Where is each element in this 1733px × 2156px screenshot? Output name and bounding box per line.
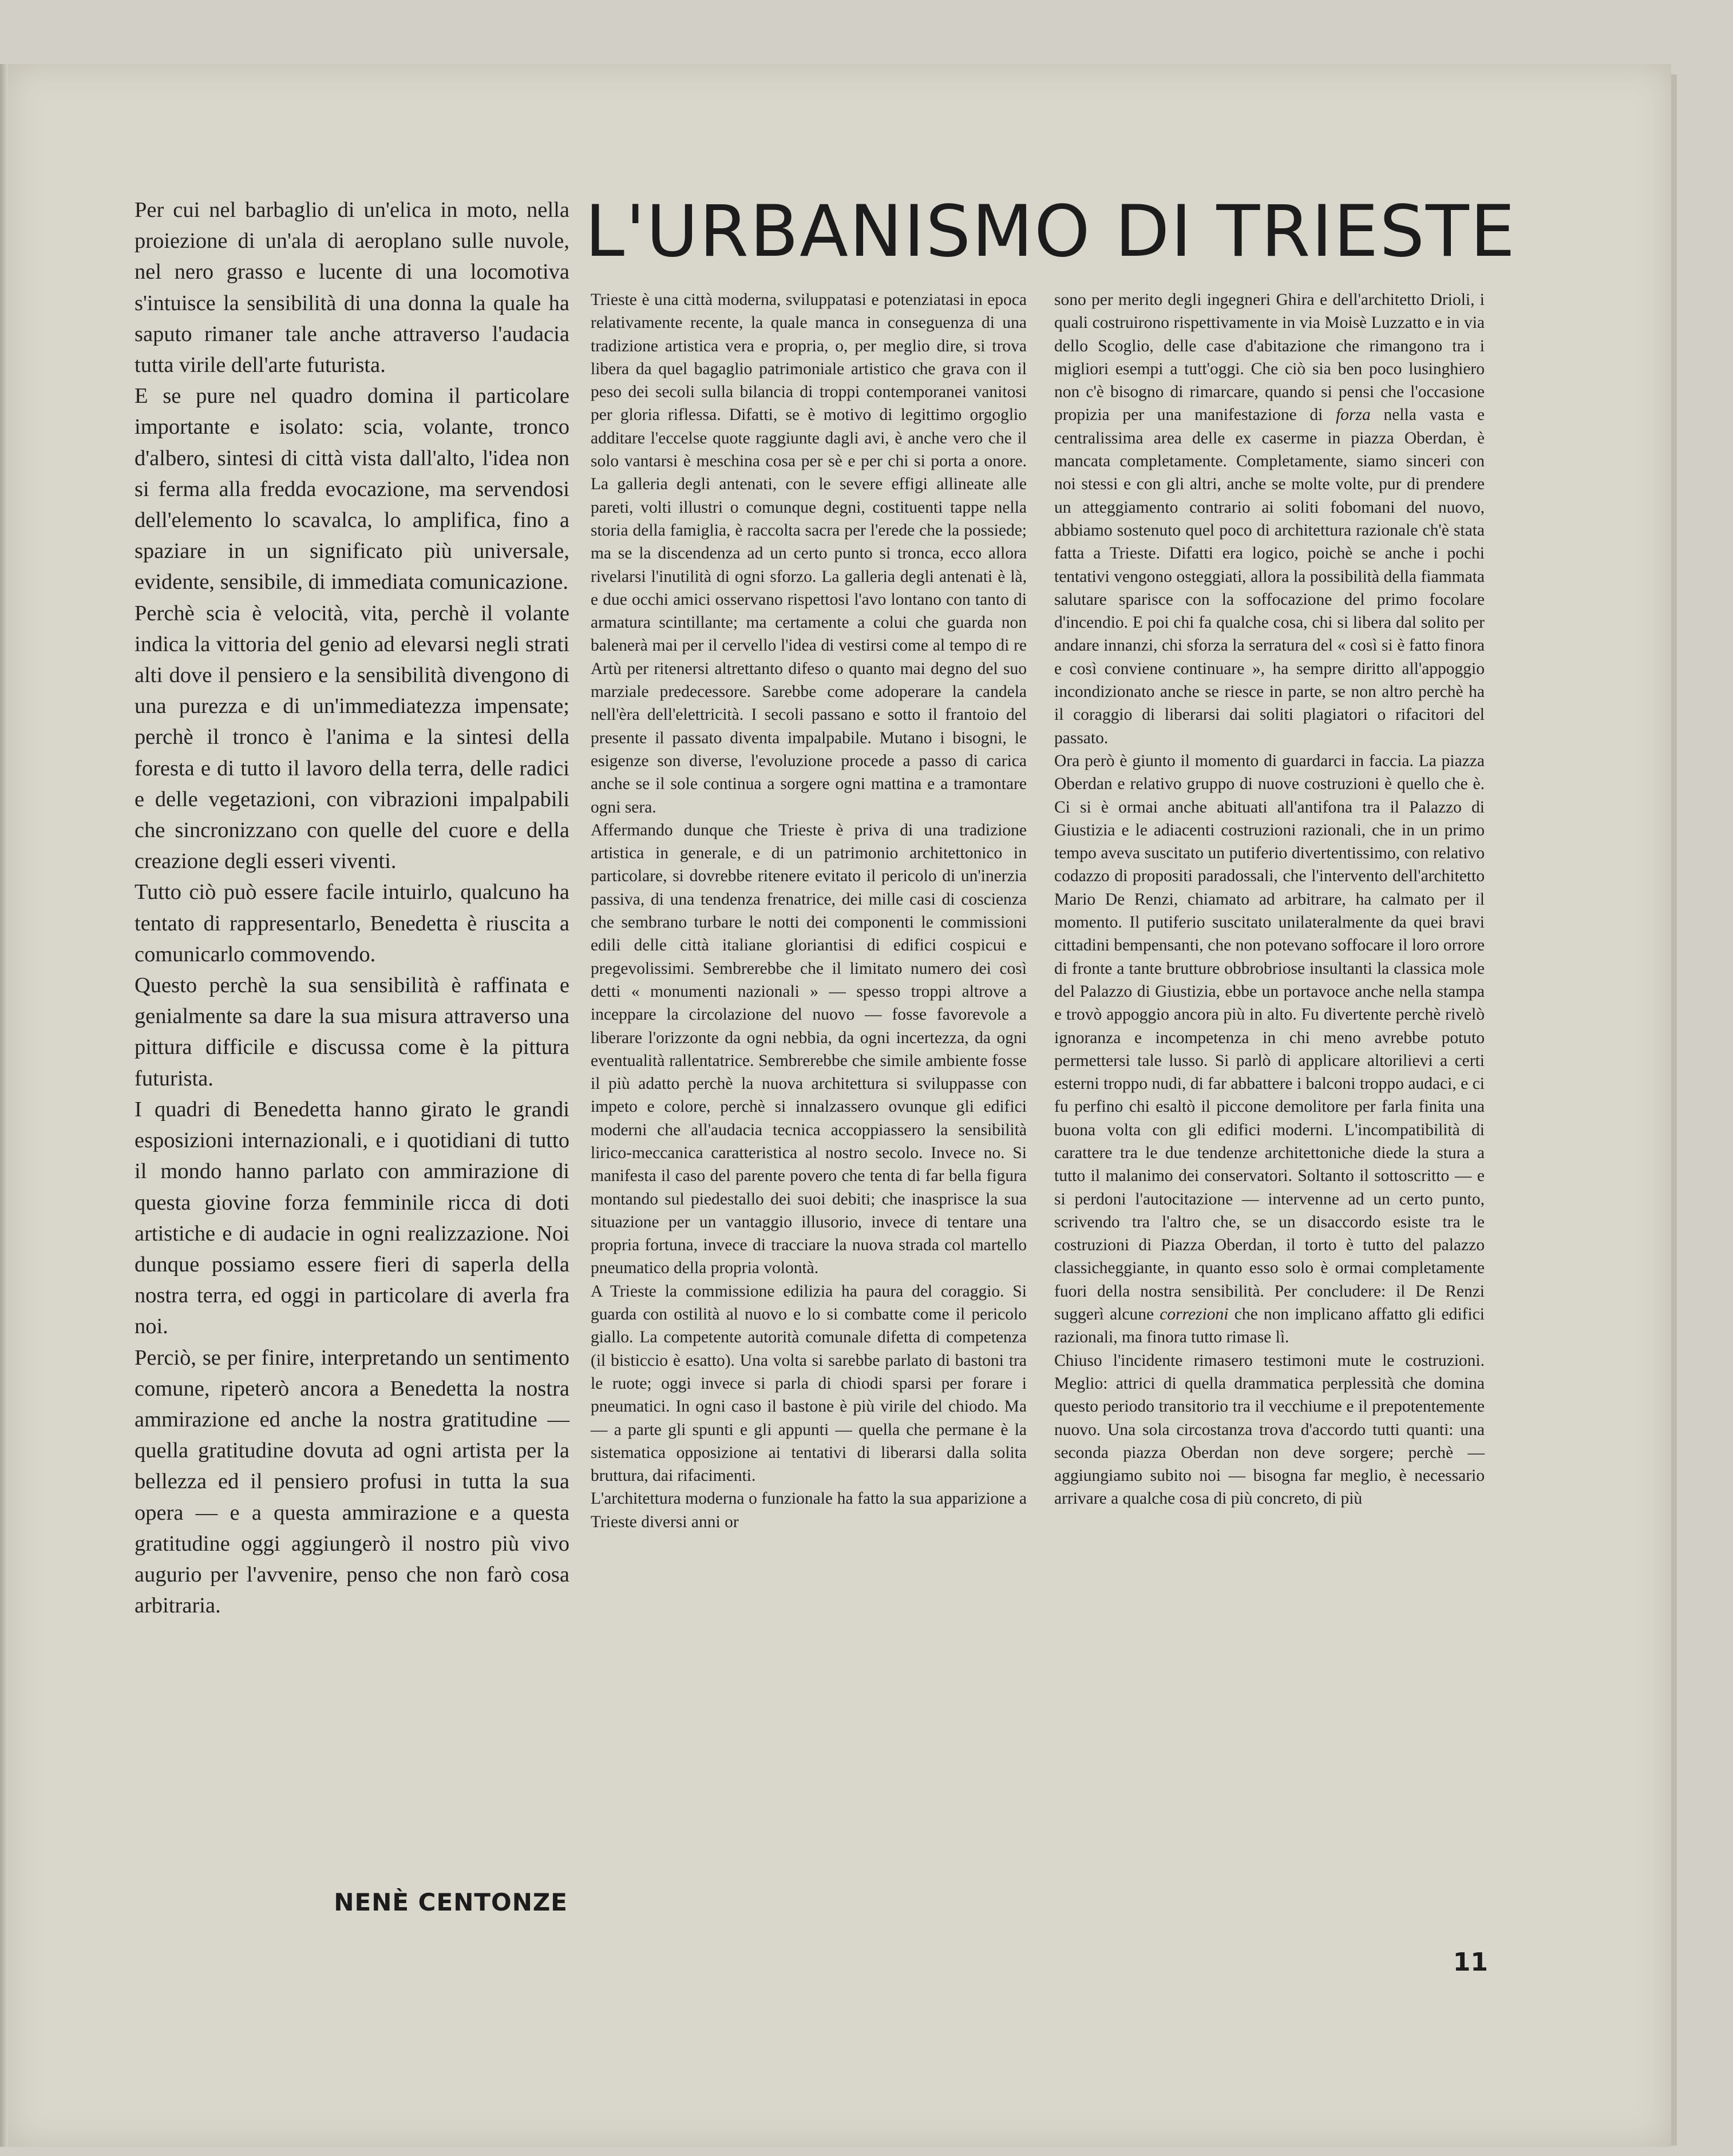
column-left-benedetta-article [134,195,569,1621]
page-edge [1671,74,1677,2146]
paragraph: L'architettura moderna o funzionale ha fatto la sua apparizione a Trieste diversi anni or [591,1489,1027,1531]
text-run: Ora però è giunto il momento di guardarci in faccia. La piazza Oberdan e relativo gruppo di nuove costruzioni è quello che è. Ci si è ormai anche abituati all'antifona tra il Palazzo di Giustizia e le adiacenti costruzioni razionali, che in un primo tempo aveva suscitato un putiferio divertentissimo, con relativo codazzo di propositi paradossali, che l'intervento dell'architetto Mario De Renzi, chiamato ad arbitrare, ha calmato per il momento. Il putiferio suscitato unilateralmente da quei bravi cittadini bempensanti, che non potevano soffocare il loro orrore di fronte a tante brutture obbrobriose insultanti la classica mole del Palazzo di Giustizia, ebbe un portavoce anche nella stampa e trovò appoggio ancora più in alto. Fu divertente perchè rivelò ignoranza e incompetenza in chi meno avrebbe potuto permettersi tale lusso. Si parlò di applicare altorilievi a certi esterni troppo nudi, di far abbattere i balconi troppo audaci, e ci fu perfino chi esaltò il piccone demolitore per farla finita una buona volta con gli edifici moderni. L'incompatibilità di carattere tra le due tendenze architettoniche diede la stura a tutto il malanimo dei conservatori. Soltanto il sottoscritto — e si perdoni l'autocitazione — intervenne ad un certo punto, scrivendo tra l'altro che, se un disaccordo esiste tra le costruzioni di Piazza Oberdan, il torto è tutto del palazzo classicheggiante, in quanto esso solo è ormai completamente fuori della nostra sensibilità. Per concludere: il De Renzi suggerì alcune [1054,751,1485,1324]
text-run: che non implicano affatto gli edifici razionali, ma finora tutto rimase lì. [1054,1305,1485,1347]
page-number: 11 [1453,1948,1488,1977]
paragraph: Perciò, se per finire, interpretando un sentimento comune, ripeterò ancora a Benedetta la nostra ammirazione ed anche la nostra gratitudine — quella gratitudine dovuta ad ogni artista per la bellezza ed il pensiero profusi in tutta la sua opera — e a questa ammirazione e a questa gratitudine oggi aggiungerò il nostro più vivo augurio per l'avvenire, penso che non farò cosa arbitraria. [134,1345,569,1618]
column-middle-urbanismo [591,288,1027,1533]
paragraph: Tutto ciò può essere facile intuirlo, qualcuno ha tentato di rappresentarlo, Benedetta è riuscita a comunicarlo commovendo. [134,880,569,966]
paragraph: Chiuso l'incidente rimasero testimoni mute le costruzioni. Meglio: attrici di quella drammatica perplessità che domina questo periodo transitorio tra il vecchiume e il prepotentemente nuovo. Una sola circostanza trova d'accordo tutti quanti: una seconda piazza Oberdan non deve sorgere; perchè — aggiungiamo subito noi — bisogna far meglio, è necessario arrivare a qualche cosa di più concreto, di più [1054,1351,1485,1508]
paragraph: E se pure nel quadro domina il particolare importante e isolato: scia, volante, tronco d'albero, sintesi di città vista dall'alto, l'idea non si ferma alla fredda evocazione, ma servendosi dell'elemento lo scavalca, lo amplifica, fino a spaziare in un significato più universale, evidente, sensibile, di immediata comunicazione. [134,384,569,595]
article-title: L'URBANISMO DI TRIESTE [585,191,1517,273]
paragraph: Per cui nel barbaglio di un'elica in moto, nella proiezione di un'ala di aeroplano sulle nuvole, nel nero grasso e lucente di una locomotiva s'intuisce la sensibilità di una donna la quale ha saputo rimaner tale anche attraverso l'audacia tutta virile dell'arte futurista. [134,198,569,378]
text-run: nella vasta e centralissima area delle ex caserme in piazza Oberdan, è mancata completamente. Completamente, siamo sinceri con noi stessi e con gli altri, anche se molte volte, pur di prendere un atteggiamento contrario ai soliti fobomani del nuovo, abbiamo sostenuto quel poco di architettura razionale ch'è stata fatta a Trieste. Difatti era logico, poichè se anche i pochi tentativi vengono osteggiati, allora la possibilità della fiammata salutare sparisce con la soffocazione del primo focolare d'incendio. E poi chi fa qualche cosa, chi si libera dal solito per andare innanzi, chi sforza la serratura del « così si è fatto finora e così conviene continuare », ha sempre diritto all'appoggio incondizionato anche se riesce in parte, se non altro perchè ha il coraggio di liberarsi dai soliti plagiatori o rifacitori del passato. [1054,406,1485,747]
author-signature: NENÈ CENTONZE [334,1888,568,1916]
paragraph: A Trieste la commissione edilizia ha paura del coraggio. Si guarda con ostilità al nuovo e lo si combatte come il pericolo giallo. La competente autorità comunale difetta di competenza (il bisticcio è esatto). Una volta si sarebbe parlato di bastoni tra le ruote; oggi invece si parla di chiodi sparsi per forare i pneumatici. In ogni caso il bastone è più virile del chiodo. Ma — a parte gli spunti e gli appunti — quella che permane è la sistematica opposizione ai tentativi di liberarsi dalla solita bruttura, dai rifacimenti. [591,1282,1027,1485]
paragraph [1054,288,1485,750]
text-run: sono per merito degli ingegneri Ghira e dell'architetto Drioli, i quali costruirono rispettivamente in via Moisè Luzzatto e in via dello Scoglio, delle case d'abitazione che rimangono tra i migliori esempi a tutt'oggi. Che ciò sia ben poco lusinghiero non c'è bisogno di rimarcare, quando si pensi che l'occasione propizia per una manifestazione di [1054,291,1485,425]
paragraph: Affermando dunque che Trieste è priva di una tradizione artistica in generale, e di un patrimonio architettonico in particolare, si dovrebbe ritenere evitato il pericolo di un'inerzia passiva, di una tendenza frenatrice, dei mille casi di coscienza che sembrano turbare le notti dei componenti le commissioni edili delle città italiane gloriantisi di edifici cospicui e pregevolissimi. Sembrerebbe che il limitato numero dei così detti « monumenti nazionali » — spesso troppi altrove a inceppare la circolazione del nuovo — fosse favorevole a liberare l'orizzonte da ogni nebbia, da ogni incertezza, da ogni eventualità rallentatrice. Sembrerebbe che simile ambiente fosse il più adatto perchè la nuova architettura si sviluppasse con impeto e colore, perchè si innalzassero ovunque gli edifici moderni che all'audacia tecnica accoppiassero la sensibilità lirico-meccanica caratteristica al nostro secolo. Invece no. Si manifesta il caso del parente povero che tenta di far bella figura montando sul piedestallo dei suoi debiti; che inasprisce la sua situazione per un vantaggio illusorio, invece di tentare una propria fortuna, invece di tracciare la nuova strada col martello pneumatico della propria volontà. [591,821,1027,1278]
italic-word: correzioni [1160,1305,1229,1324]
italic-word: forza [1336,406,1371,425]
paragraph [1054,750,1485,1349]
paragraph: Perchè scia è velocità, vita, perchè il volante indica la vittoria del genio ad elevarsi negli strati alti dove il pensiero e la sensibilità divengono di una purezza e di un'immediatezza impensate; perchè il tronco è l'anima e la sintesi della foresta e di tutto il lavoro della terra, delle radici e delle vegetazioni, con vibrazioni impalpabili che sincronizzano con quelle del cuore e della creazione degli esseri viventi. [134,601,569,874]
paragraph: Questo perchè la sua sensibilità è raffinata e genialmente sa dare la sua misura attraverso una pittura difficile e discussa come è la pittura futurista. [134,973,569,1091]
paragraph: I quadri di Benedetta hanno girato le grandi esposizioni internazionali, e i quotidiani di tutto il mondo hanno parlato con ammirazione di questa giovine forza femminile ricca di doti artistiche e di audacie in ogni realizzazione. Noi dunque possiamo essere fieri di saperla della nostra terra, ed oggi in particolare di averla fra noi. [134,1097,569,1339]
column-right-urbanismo [1054,288,1485,1511]
paragraph: Trieste è una città moderna, sviluppatasi e potenziatasi in epoca relativamente recente, la quale manca in conseguenza di una tradizione artistica vera e propria, o, per meglio dire, si trova libera da quel bagaglio patrimoniale artistico che grava con il peso dei secoli sulla bilancia di troppi contemporanei vanitosi per gloria riflessa. Difatti, se è motivo di legittimo orgoglio additare l'eccelse quote raggiunte dagli avi, è anche vero che il solo vantarsi è meschina cosa per sè e per chi si porta a onore. La galleria degli antenati, con le severe effigi allineate alle pareti, volti illustri o comunque degni, costituenti tappe nella storia della famiglia, è raccolta sacra per l'erede che la possiede; ma se la discendenza ad un certo punto si tronca, ecco allora rivelarsi l'inutilità di ogni sforzo. La galleria degli antenati è là, e due occhi amici osservano rispettosi l'avo lontano con tanto di armatura scintillante; ma certamente a colui che guarda non balenerà mai per il cervello l'idea di vestirsi come al tempo di re Artù per ritenersi altrettanto difeso o quanto mai degno del suo marziale predecessore. Sarebbe come adoperare la candela nell'èra dell'elettricità. I secoli passano e sotto il frantoio del presente il passato diventa impalpabile. Mutano i bisogni, le esigenze son diverse, l'evoluzione procede a passo di carica anche se il sole continua a sorgere ogni mattina e a tramontare ogni sera. [591,291,1027,817]
